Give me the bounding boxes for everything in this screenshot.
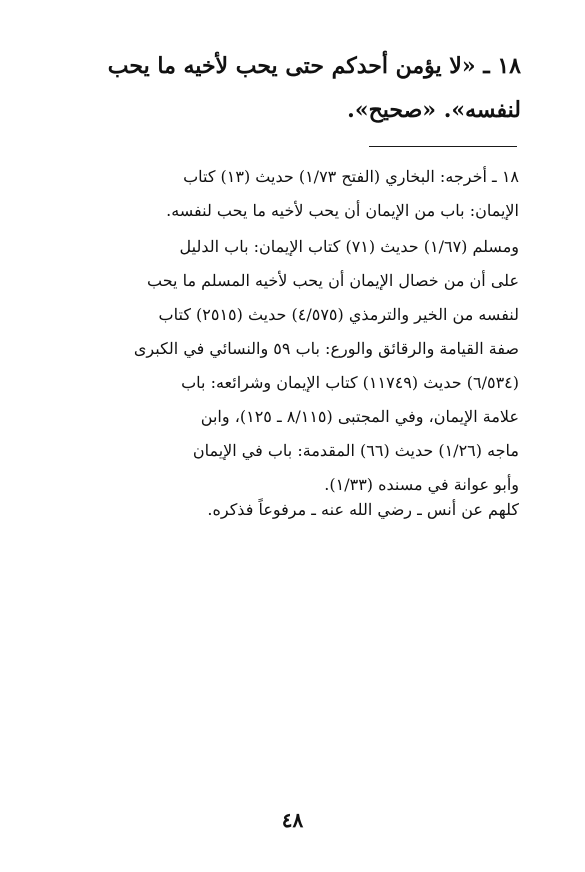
hadith-line: لنفسه». «صحيح». <box>347 97 521 123</box>
footnote-line: (٦/٥٣٤) حديث (١١٧٤٩) كتاب الإيمان وشرائعه: باب <box>181 373 519 392</box>
footnote-line: ١٨ ـ أخرجه: البخاري (الفتح ١/٧٣) حديث (١٣) كتاب <box>183 167 519 186</box>
footnote-line: وأبو عوانة في مسنده (١/٣٣). <box>324 475 519 494</box>
footnote-line: علامة الإيمان، وفي المجتبى (٨/١١٥ ـ ١٢٥)، وابن <box>200 407 519 426</box>
hadith-text <box>70 44 521 132</box>
footnote-line: على أن من خصال الإيمان أن يحب لأخيه المسلم ما يحب <box>147 271 519 290</box>
footnote-line: لنفسه من الخير والترمذي (٤/٥٧٥) حديث (٢٥١٥) كتاب <box>158 305 519 324</box>
footnote-line: ومسلم (١/٦٧) حديث (٧١) كتاب الإيمان: باب الدليل <box>179 237 519 256</box>
footnote-paragraph-3 <box>78 493 519 527</box>
footnote-line: كلهم عن أنس ـ رضي الله عنه ـ مرفوعاً فذكره. <box>207 500 519 519</box>
footnote-line: صفة القيامة والرقائق والورع: باب ٥٩ والنسائي في الكبرى <box>133 339 519 358</box>
footnote-line: ماجه (١/٢٦) حديث (٦٦) المقدمة: باب في الإيمان <box>192 441 519 460</box>
footnote-line: الإيمان: باب من الإيمان أن يحب لأخيه ما يحب لنفسه. <box>166 201 519 220</box>
page-number: ٤٨ <box>281 808 304 832</box>
footnote-paragraph-1 <box>78 160 519 228</box>
footnote-paragraph-2 <box>78 230 519 502</box>
footnote-separator <box>369 146 517 147</box>
hadith-line: ١٨ ـ «لا يؤمن أحدكم حتى يحب لأخيه ما يحب <box>107 53 521 79</box>
